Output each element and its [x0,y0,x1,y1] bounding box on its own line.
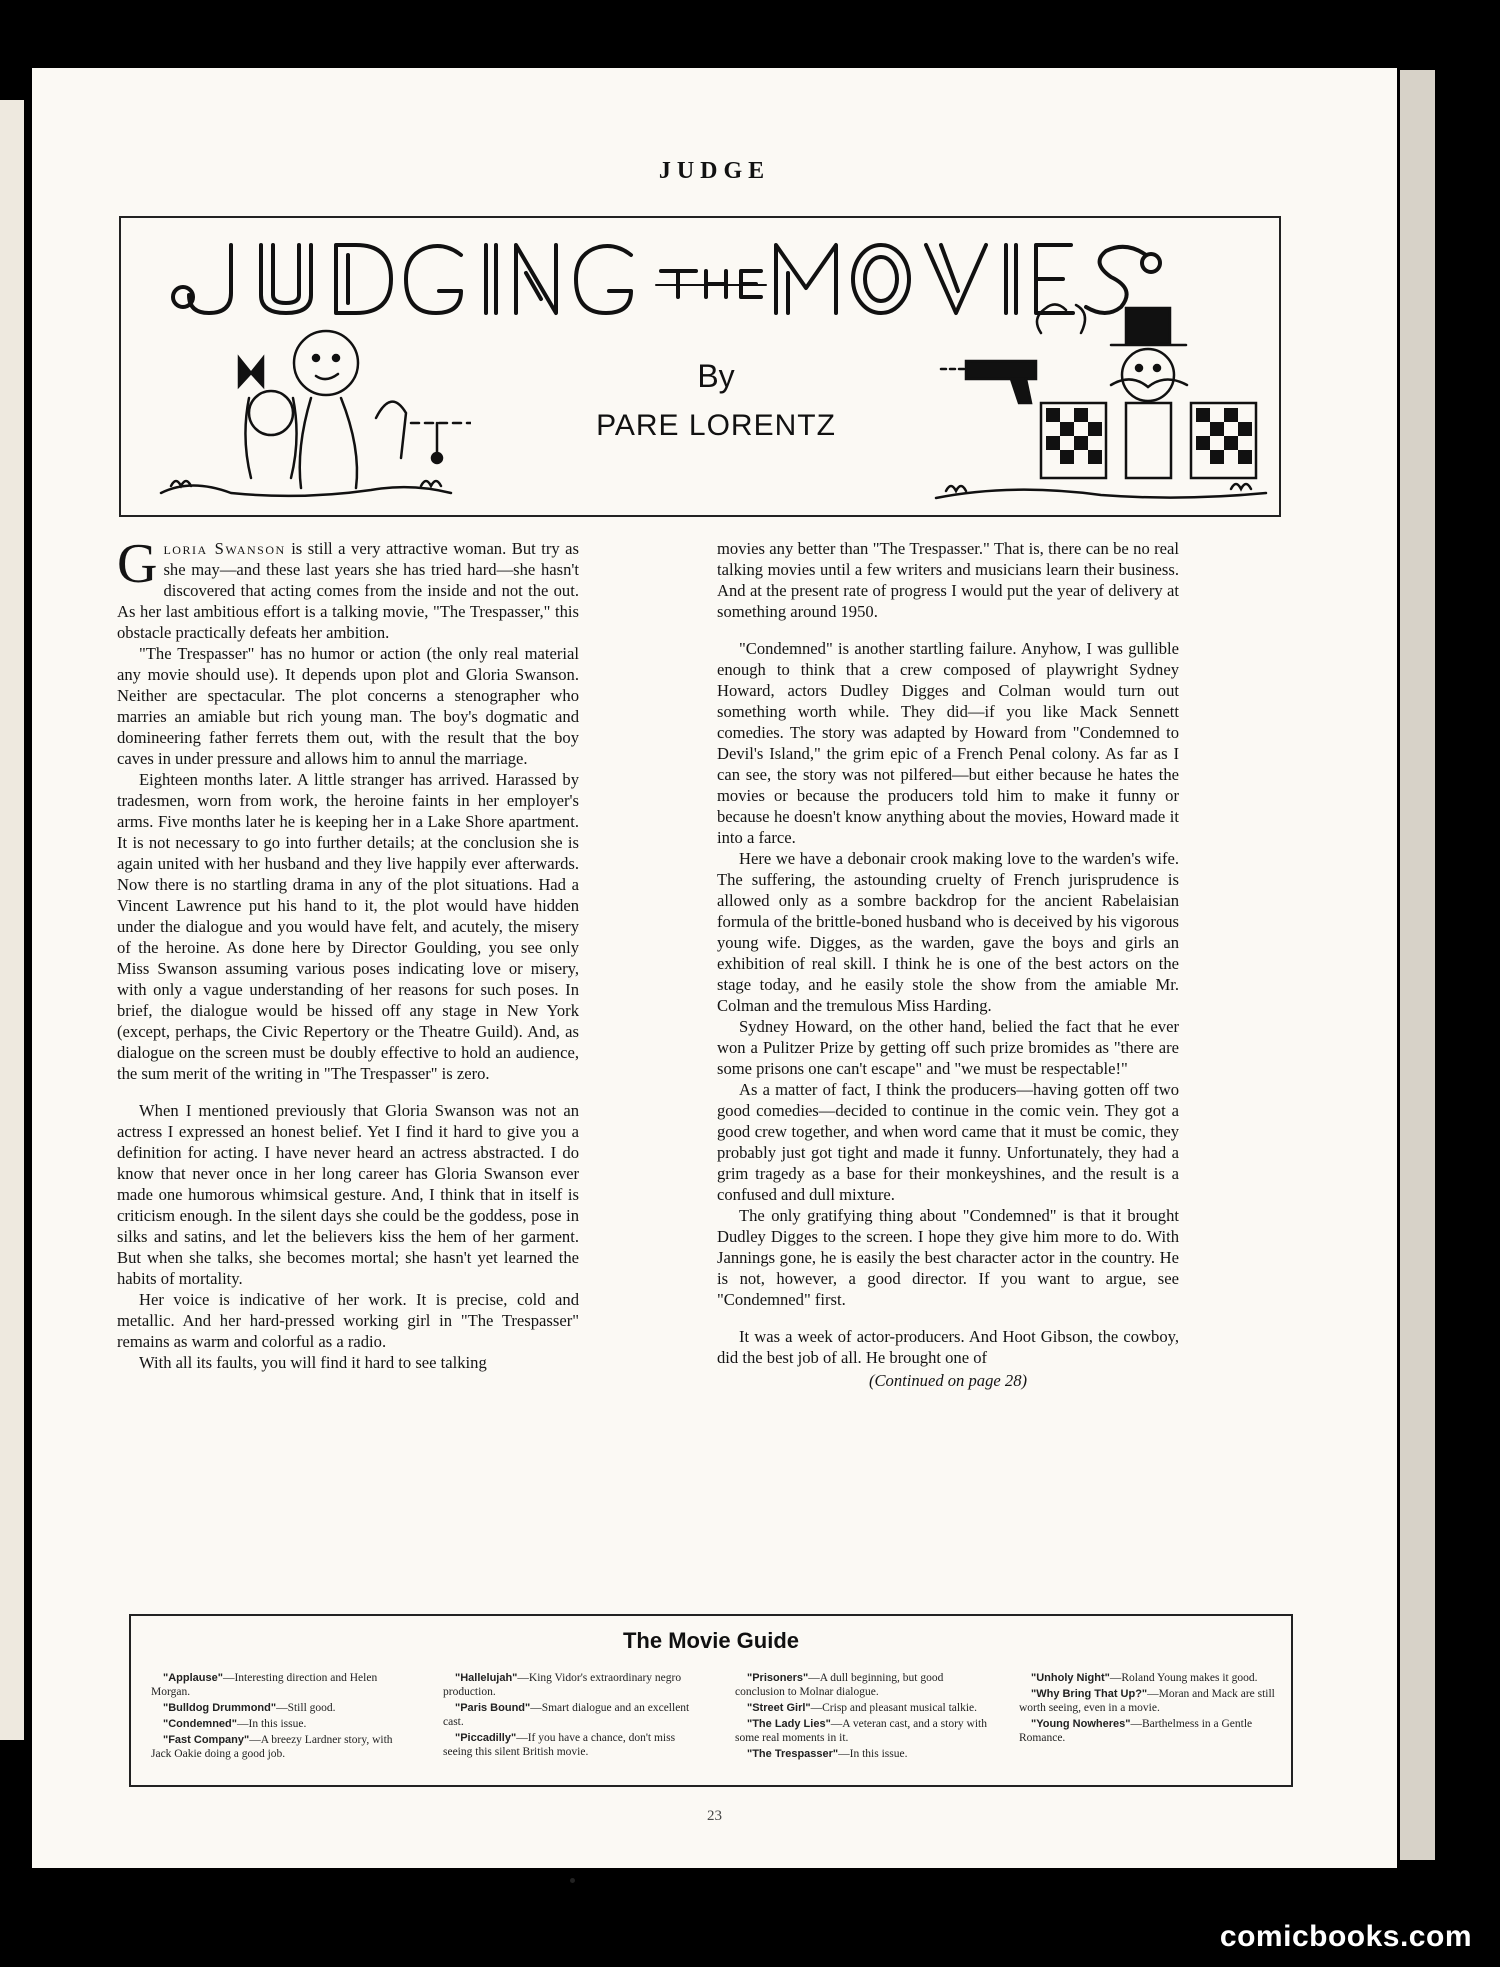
binding-edge [1400,70,1435,1860]
article-paragraph [117,533,579,643]
guide-entry-title: "Condemned" [163,1718,237,1730]
guide-entry-desc: —Moran and Mack are still worth seeing, even in a movie. [1019,1688,1275,1714]
guide-entry-desc: —In this issue. [838,1748,908,1760]
article-paragraph: As a matter of fact, I think the producers—having gotten off two good comedies—decided to continue in the comic vein. They got a good crew together, and when word came that it must be comic, they probably just got tight and made it funny. Unfortunately, they had a grim tragedy as a base for their monkeyshines, and the result is a confused and dull mixture. [717,1080,1179,1204]
guide-entry-desc: —Crisp and pleasant musical talkie. [810,1702,978,1714]
guide-entry-title: "Fast Company" [163,1734,250,1746]
guide-entry [443,1731,703,1759]
guide-entry-desc: —If you have a chance, don't miss seeing this silent British movie. [443,1732,676,1758]
guide-entry-title: "Why Bring That Up?" [1031,1688,1148,1700]
guide-entry-desc: —King Vidor's extraordinary negro production. [443,1672,682,1698]
cartoon-couple-illustration [151,318,471,508]
guide-column-2 [443,1671,703,1761]
guide-entry [151,1733,411,1761]
article-paragraph: Eighteen months later. A little stranger has arrived. Harassed by tradesmen, worn from work, the heroine faints in her employer's arms. Five months later he is keeping her in a Lake Shore apartment. It is not necessary to go into further details; at the conclusion she is again united with her husband and they live happily ever afterwards. Now there is no startling drama in any of the plot situations. Had a Vincent Lawrence put his hand to it, the plot would have hidden under the dialogue and you would have felt, and acutely, the misery of the heroine. As done here by Director Goulding, you see only Miss Swanson assuming various poses indicating love or misery, with only a vague understanding of her reasons for such poses. In brief, the dialogue would be hissed off any stage in New York (except, perhaps, the Civic Repertory or the Theatre Guild). And, as dialogue on the screen must be doubly effective to hold an audience, the sum merit of the writing in "The Trespasser" is zero. [117,770,579,1083]
page-number: 23 [707,1808,722,1824]
article-header [119,216,1281,517]
article-paragraph: Sydney Howard, on the other hand, belied the fact that he ever won a Pulitzer Prize by getting off such prize bromides as "there are some prisons one can't escape" and "we must be respectable!" [717,1017,1179,1078]
drop-cap: G [117,533,158,595]
guide-entry-desc: —A breezy Lardner story, with Jack Oakie doing a good job. [151,1734,393,1760]
guide-entry-title: "Street Girl" [747,1702,811,1714]
guide-entry-title: "The Trespasser" [747,1748,839,1760]
guide-entry-title: "Unholy Night" [1031,1672,1110,1684]
article-paragraph: When I mentioned previously that Gloria Swanson was not an actress I expressed an honest belief. Yet I find it hard to give you a definition for acting. I have never heard an actress abstracted. I do know that never once in her long career has Gloria Swanson ever made one humorous whimsical gesture. And, I think that in itself is criticism enough. In the silent days she could be the goddess, pose in silks and satins, and let the believers kiss the hem of her garment. But when she talks, she becomes mortal; she hasn't yet learned the habits of mortality. [117,1101,579,1288]
left-page-edge [0,100,24,1740]
guide-entry-title: "Hallelujah" [455,1672,518,1684]
guide-entry [443,1671,703,1699]
article-column-right [717,538,1179,1391]
guide-column-3 [735,1671,995,1763]
byline [551,358,881,443]
guide-entry-desc: —Roland Young makes it good. [1109,1672,1258,1684]
guide-entry-title: "Paris Bound" [455,1702,531,1714]
guide-entry-title: "Prisoners" [747,1672,809,1684]
guide-entry-desc: —Smart dialogue and an excellent cast. [443,1702,690,1728]
guide-entry-desc: —Interesting direction and Helen Morgan. [151,1672,378,1698]
magazine-page [32,68,1397,1868]
guide-entry-title: "Piccadilly" [455,1732,517,1744]
guide-entry-title: "Young Nowheres" [1031,1718,1131,1730]
article-paragraph: It was a week of actor-producers. And Hoot Gibson, the cowboy, did the best job of all. He brought one of [717,1327,1179,1367]
article-paragraph: With all its faults, you will find it hard to see talking [139,1353,487,1372]
guide-entry [151,1701,411,1715]
guide-entry [735,1717,995,1745]
guide-entry-title: "Bulldog Drummond" [163,1702,277,1714]
article-paragraph: "The Trespasser" has no humor or action (the only real material any movie should use). It depends upon plot and Gloria Swanson. Neither are spectacular. The plot concerns a stenographer who marries an amiable but rich young man. The boy's dogmatic and domineering father ferrets them out, with the result that the boy caves in under pressure and allows him to annul the marriage. [117,644,579,768]
guide-entry-desc: —A dull beginning, but good conclusion to Molnar dialogue. [735,1672,944,1698]
guide-entry-desc: —Barthelmess in a Gentle Romance. [1019,1718,1253,1744]
guide-entry-desc: —A veteran cast, and a story with some real moments in it. [735,1718,987,1744]
guide-entry [151,1671,411,1699]
masthead: JUDGE [658,158,771,184]
movie-guide-title: The Movie Guide [622,1628,800,1653]
cartoon-villain-illustration [931,303,1271,513]
paragraph-text: is still a very attractive woman. But try as she may—and these last years she has tried hard—she hasn't discovered that acting comes from the inside and not the out. As her last ambitious effort is a talking movie, "The Trespasser," this obstacle practically defeats her ambition. [117,539,579,642]
site-watermark: comicbooks.com [1219,1920,1472,1953]
continued-notice: (Continued on page 28) [868,1371,1028,1390]
guide-entry [735,1701,995,1715]
article-paragraph: movies any better than "The Trespasser." That is, there can be no real talking movies until a few writers and musicians learn their business. And at the present rate of progress I would put the year of delivery at something around 1950. [717,539,1179,621]
guide-column-1 [151,1671,411,1763]
movie-guide-box [129,1614,1293,1787]
guide-entry [1019,1717,1279,1745]
guide-entry [151,1717,411,1731]
guide-entry-title: "The Lady Lies" [747,1718,831,1730]
article-paragraph: Here we have a debonair crook making love to the warden's wife. The suffering, the astounding cruelty of French jurisprudence is allowed only as a sombre backdrop for the ancient Rabelaisian formula of the brittle-boned husband who is deceived by his vigorous young wife. Digges, as the warden, gave the boys and girls an exhibition of real skill. I think he is one of the best actors on the stage today, and he easily stole the show from the amiable Mr. Colman and the tremulous Miss Harding. [717,849,1179,1015]
guide-entry-title: "Applause" [163,1672,223,1684]
author-name: PARE LORENTZ [596,409,836,442]
guide-entry [1019,1687,1279,1715]
article-paragraph: Her voice is indicative of her work. It is precise, cold and metallic. And her hard-pressed working girl in "The Trespasser" remains as warm and colorful as a radio. [117,1290,579,1351]
guide-entry [735,1671,995,1699]
article-column-left [117,533,579,1373]
guide-entry [735,1747,995,1761]
guide-entry-desc: —Still good. [276,1702,336,1714]
page-speck [570,1878,575,1883]
article-paragraph: "Condemned" is another startling failure. Anyhow, I was gullible enough to think that a crew composed of playwright Sydney Howard, actors Dudley Digges and Colman would turn out something worth while. They did—if you like Mack Sennett comedies. The story was adapted by Howard from "Condemned to Devil's Island," the grim epic of a French Penal colony. As far as I can see, the story was not pilfered—but either because he hates the movies or because the producers told him to make it funny or because he doesn't know anything about the movies, Howard made it into a farce. [717,639,1179,847]
byline-by: By [697,358,735,394]
article-paragraph: The only gratifying thing about "Condemned" is that it brought Dudley Digges to the screen. I hope they give him more to do. With Jannings gone, he is easily the best character actor in the country. He is not, however, a good director. If you want to argue, see "Condemned" first. [717,1206,1179,1309]
guide-entry-desc: —In this issue. [237,1718,307,1730]
guide-entry [443,1701,703,1729]
guide-entry [1019,1671,1279,1685]
guide-column-4 [1019,1671,1279,1747]
lead-in: loria Swanson [163,539,286,558]
